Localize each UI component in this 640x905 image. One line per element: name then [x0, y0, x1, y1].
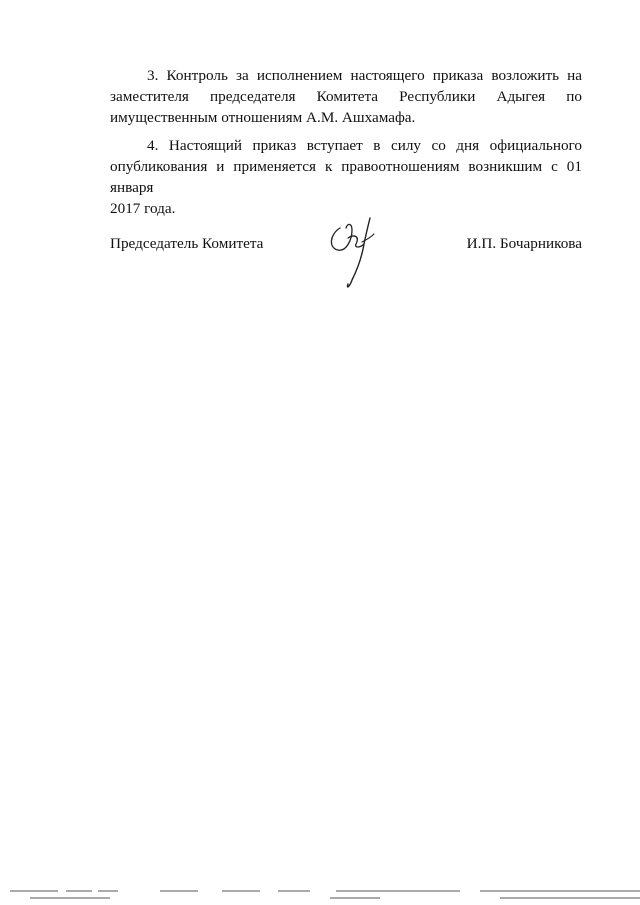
- handwritten-signature: [318, 214, 388, 294]
- paragraph-4-line-1: 4. Настоящий приказ вступает в силу со дня официального: [147, 137, 582, 154]
- signatory-title: Председатель Комитета: [110, 235, 264, 252]
- signature-row: [110, 235, 582, 295]
- paragraph-4-line-3: 2017 года.: [110, 200, 176, 217]
- scan-artifact-lines: [0, 886, 640, 905]
- signatory-name: И.П. Бочарникова: [466, 235, 582, 252]
- paragraph-3: [110, 65, 582, 128]
- paragraph-4: [110, 135, 582, 219]
- paragraph-3-line-2: заместителя председателя Комитета Республики Адыгея по: [110, 88, 582, 105]
- paragraph-3-line-1: 3. Контроль за исполнением настоящего приказа возложить на: [147, 67, 582, 84]
- paragraph-3-line-3: имущественным отношениям А.М. Ашхамафа.: [110, 109, 416, 126]
- paragraph-4-line-2: опубликования и применяется к правоотношениям возникшим с 01 января: [110, 158, 582, 196]
